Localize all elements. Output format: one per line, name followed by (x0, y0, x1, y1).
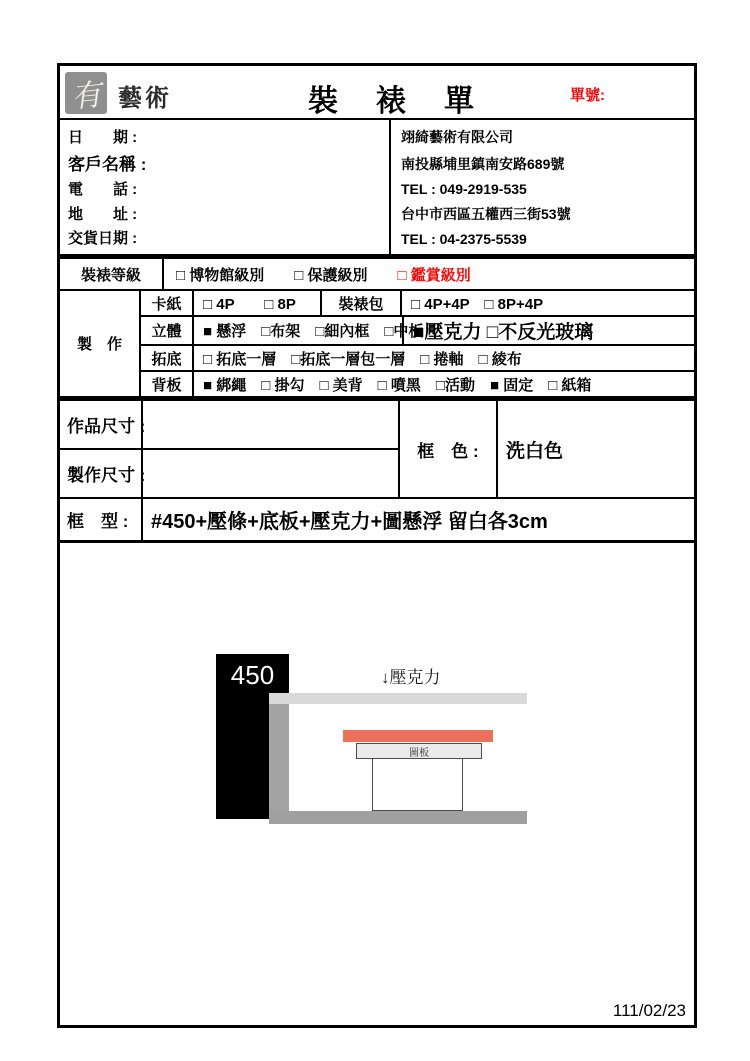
checkbox-option-appreciation-grade: □ 鑑賞級別 (397, 266, 471, 284)
customer-info-section (60, 120, 694, 259)
production-size-row (60, 450, 398, 497)
glazing-options: ■壓克力 □不反光玻璃 (413, 322, 594, 343)
form-date: 111/02/23 (612, 1001, 686, 1020)
production-section (60, 291, 694, 401)
acrylic-sheet-shape (269, 693, 527, 704)
frame-depth-label: 450 (230, 660, 275, 690)
frame-color-label: 框 色 : (400, 401, 498, 497)
artwork-size-value (143, 401, 398, 448)
production-size-value (143, 450, 398, 497)
address-field-label: 地 址 : (68, 205, 138, 223)
logo-text: 藝術 (118, 86, 172, 112)
company-info-column (391, 120, 694, 254)
sizes-section (60, 401, 694, 499)
cardboard-row-label: 卡紙 (141, 291, 194, 315)
artwork-size-row (60, 401, 398, 450)
picture-board-label: 圖板 (409, 747, 429, 759)
company-seal-logo-icon (65, 72, 107, 114)
order-number-label: 單號: (570, 87, 605, 104)
production-rows (141, 291, 694, 396)
backing-layer-row-label: 拓底 (141, 346, 194, 370)
table-row-cardboard (141, 291, 694, 317)
company-tel-2: TEL : 04-2375-5539 (401, 230, 527, 247)
form-outer-box (57, 63, 697, 1028)
customer-info-left-column (60, 120, 391, 254)
form-header (60, 66, 694, 120)
company-name: 翊綺藝術有限公司 (401, 129, 513, 146)
table-row-3d (141, 317, 694, 346)
company-tel-1: TEL : 049-2919-535 (401, 180, 527, 197)
production-size-label: 製作尺寸 : (60, 450, 143, 497)
mounting-pack-label: 裝裱包 (322, 291, 402, 315)
3d-row-label: 立體 (141, 317, 194, 344)
mounting-grade-options (164, 259, 694, 289)
frame-color-block (400, 401, 694, 497)
seal-character: 有 (69, 78, 104, 115)
mounting-grade-section (60, 259, 694, 291)
artwork-layer-shape (343, 730, 493, 742)
customer-name-field-label: 客戶名稱 : (68, 155, 147, 175)
company-address-2: 台中市西區五權西三街53號 (401, 205, 571, 222)
artwork-size-label: 作品尺寸 : (60, 401, 143, 448)
date-field-label: 日 期 : (68, 128, 138, 146)
backboard-base-shape (269, 811, 527, 824)
backing-layer-options: □ 拓底一層 □拓底一層包一層 □ 捲軸 □ 綾布 (203, 350, 522, 368)
mounting-pack-options: □ 4P+4P □ 8P+4P (411, 295, 544, 313)
checkbox-option-museum-grade: □ 博物館級別 (176, 266, 265, 284)
sizes-left-block (60, 401, 400, 497)
frame-color-value: 洗白色 (506, 440, 564, 462)
picture-board-shape (356, 743, 482, 759)
frame-type-section (60, 499, 694, 543)
mounting-grade-label: 裝裱等級 (60, 259, 164, 289)
table-row-backing-layer (141, 346, 694, 372)
company-address-1: 南投縣埔里鎮南安路689號 (401, 156, 565, 173)
3d-options: ■ 懸浮 □布架 □細內框 □中板 (194, 317, 404, 344)
acrylic-arrow-label: ↓壓克力 (381, 668, 441, 687)
table-row-backboard (141, 372, 694, 396)
spacer-block-shape (372, 758, 463, 811)
frame-cross-section-diagram (60, 543, 694, 1025)
delivery-date-field-label: 交貨日期 : (68, 230, 138, 248)
frame-inner-lip-shape (269, 693, 289, 824)
frame-type-label: 框 型 : (60, 499, 143, 540)
phone-field-label: 電 話 : (68, 181, 138, 199)
production-label: 製 作 (60, 291, 141, 396)
form-title: 裝 裱 單 (308, 85, 478, 118)
backboard-options: ■ 綁繩 □ 掛勾 □ 美背 □ 噴黑 □活動 ■ 固定 □ 紙箱 (203, 376, 592, 394)
backboard-row-label: 背板 (141, 372, 194, 396)
frame-type-value: #450+壓條+底板+壓克力+圖懸浮 留白各3cm (151, 511, 548, 533)
checkbox-option-protection-grade: □ 保護級別 (294, 266, 368, 284)
cardboard-options: □ 4P □ 8P (194, 291, 322, 315)
